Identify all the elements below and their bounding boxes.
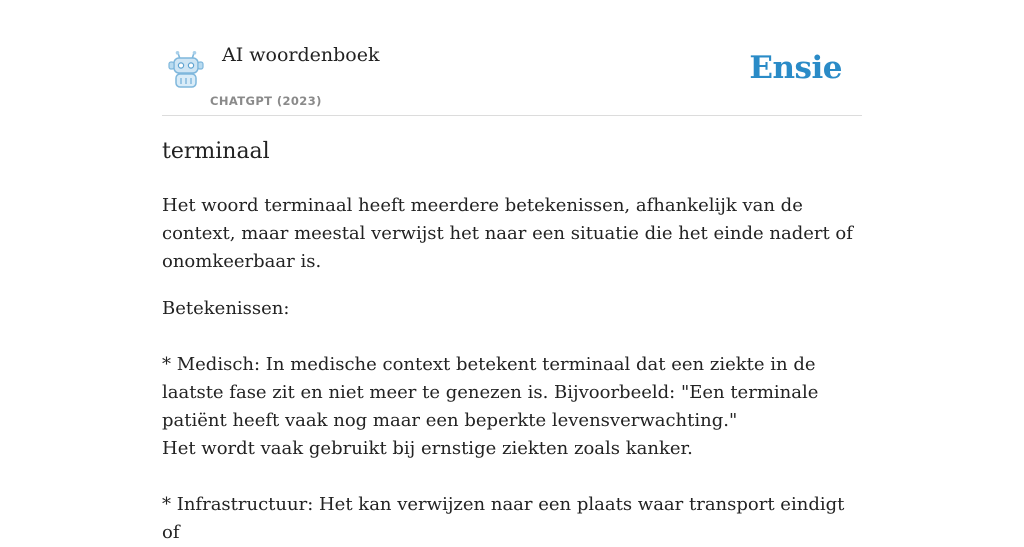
- robot-icon: [166, 50, 206, 90]
- content-container: [162, 0, 862, 543]
- meaning-infrastructure: * Infrastructuur: Het kan verwijzen naar een plaats waar transport eindigt of: [162, 494, 845, 543]
- header: [162, 0, 862, 116]
- entry-body: [162, 192, 862, 547]
- meaning-medical: * Medisch: In medische context betekent terminaal dat een ziekte in de laatste fase zit en niet meer te genezen is. Bijvoorbeeld: "Een terminale patiënt heeft vaak nog maar een beperkte levensverwachting.": [162, 354, 819, 431]
- spacer: [162, 463, 862, 491]
- entry-term: terminaal: [162, 139, 270, 164]
- meanings-heading: Betekenissen:: [162, 298, 290, 319]
- brand-logo[interactable]: Ensie: [749, 50, 842, 86]
- spacer: [162, 323, 862, 351]
- book-source: CHATGPT (2023): [210, 94, 322, 108]
- book-title[interactable]: AI woordenboek: [222, 44, 380, 66]
- meaning-medical-note: Het wordt vaak gebruikt bij ernstige ziekten zoals kanker.: [162, 438, 693, 459]
- entry-intro: Het woord terminaal heeft meerdere betekenissen, afhankelijk van de context, maar meestal verwijst het naar een situatie die het einde nadert of onomkeerbaar is.: [162, 195, 853, 272]
